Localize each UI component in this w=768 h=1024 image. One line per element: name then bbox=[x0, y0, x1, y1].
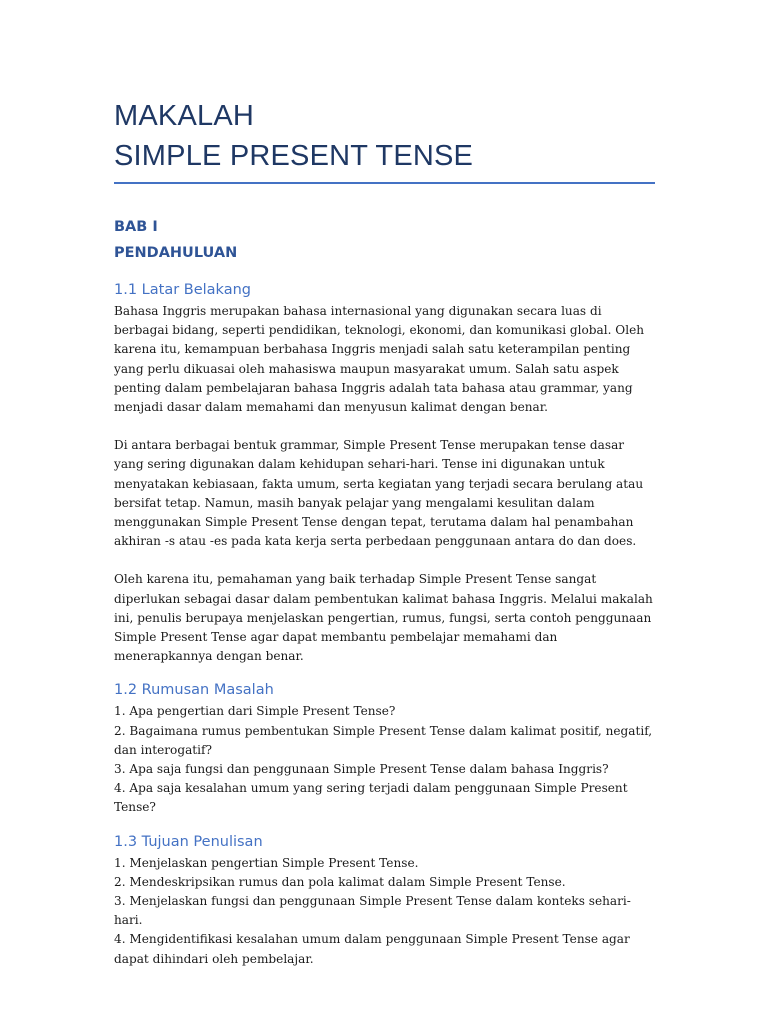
list-item: 4. Mengidentifikasi kesalahan umum dalam penggunaan Simple Present Tense agar dapat dihindari oleh pembelajar. bbox=[114, 932, 630, 966]
list-item: 3. Apa saja fungsi dan penggunaan Simple Present Tense dalam bahasa Inggris? bbox=[114, 762, 609, 777]
section-heading: 1.1 Latar Belakang bbox=[114, 282, 251, 298]
list-item: 3. Menjelaskan fungsi dan penggunaan Simple Present Tense dalam konteks sehari-hari. bbox=[114, 894, 631, 928]
chapter-heading bbox=[114, 214, 656, 266]
title-divider bbox=[114, 182, 655, 184]
title-line-1: MAKALAH bbox=[114, 100, 254, 132]
paragraph: Oleh karena itu, pemahaman yang baik terhadap Simple Present Tense sangat diperlukan sebagai dasar dalam pembentukan kalimat bahasa Inggris. Melalui makalah ini, penulis berupaya menjelaskan pengertian, rumus, fungsi, serta contoh penggunaan Simple Present Tense agar dapat membantu pembelajar memahami dan menerapkannya dengan benar. bbox=[114, 572, 653, 664]
chapter-title: PENDAHULUAN bbox=[114, 245, 238, 261]
title-line-2: SIMPLE PRESENT TENSE bbox=[114, 140, 474, 172]
list-item: 1. Apa pengertian dari Simple Present Tense? bbox=[114, 704, 396, 719]
section-heading: 1.2 Rumusan Masalah bbox=[114, 682, 274, 699]
chapter-number: BAB I bbox=[114, 219, 158, 235]
list-item: 2. Bagaimana rumus pembentukan Simple Present Tense dalam kalimat positif, negatif, dan interogatif? bbox=[114, 723, 653, 757]
paragraph: Di antara berbagai bentuk grammar, Simple Present Tense merupakan tense dasar yang sering digunakan dalam kehidupan sehari-hari. Tense ini digunakan untuk menyatakan kebiasaan, fakta umum, serta kegiatan yang terjadi secara berulang atau bersifat tetap. Namun, masih banyak pelajar yang mengalami kesulitan dalam menggunakan Simple Present Tense dengan tepat, terutama dalam hal penambahan akhiran -s atau -es pada kata kerja serta perbedaan penggunaan antara do dan does. bbox=[114, 438, 644, 549]
section-tujuan-penulisan bbox=[114, 832, 656, 969]
paragraph: Bahasa Inggris merupakan bahasa internasional yang digunakan secara luas di berbagai bidang, seperti pendidikan, teknologi, ekonomi, dan komunikasi global. Oleh karena itu, kemampuan berbahasa Inggris menjadi salah satu keterampilan penting yang perlu dikuasai oleh mahasiswa maupun masyarakat umum. Salah satu aspek penting dalam pembelajaran bahasa Inggris adalah tata bahasa atau grammar, yang menjadi dasar dalam memahami dan menyusun kalimat dengan benar. bbox=[114, 304, 645, 415]
section-latar-belakang bbox=[114, 280, 656, 666]
list-item: 4. Apa saja kesalahan umum yang sering terjadi dalam penggunaan Simple Present Tense? bbox=[114, 781, 628, 815]
list-item: 1. Menjelaskan pengertian Simple Present Tense. bbox=[114, 855, 419, 870]
section-heading: 1.3 Tujuan Penulisan bbox=[114, 833, 263, 850]
section-rumusan-masalah bbox=[114, 680, 656, 817]
list-item: 2. Mendeskripsikan rumus dan pola kalimat dalam Simple Present Tense. bbox=[114, 874, 566, 889]
document-page bbox=[114, 96, 656, 969]
document-title bbox=[114, 96, 656, 176]
